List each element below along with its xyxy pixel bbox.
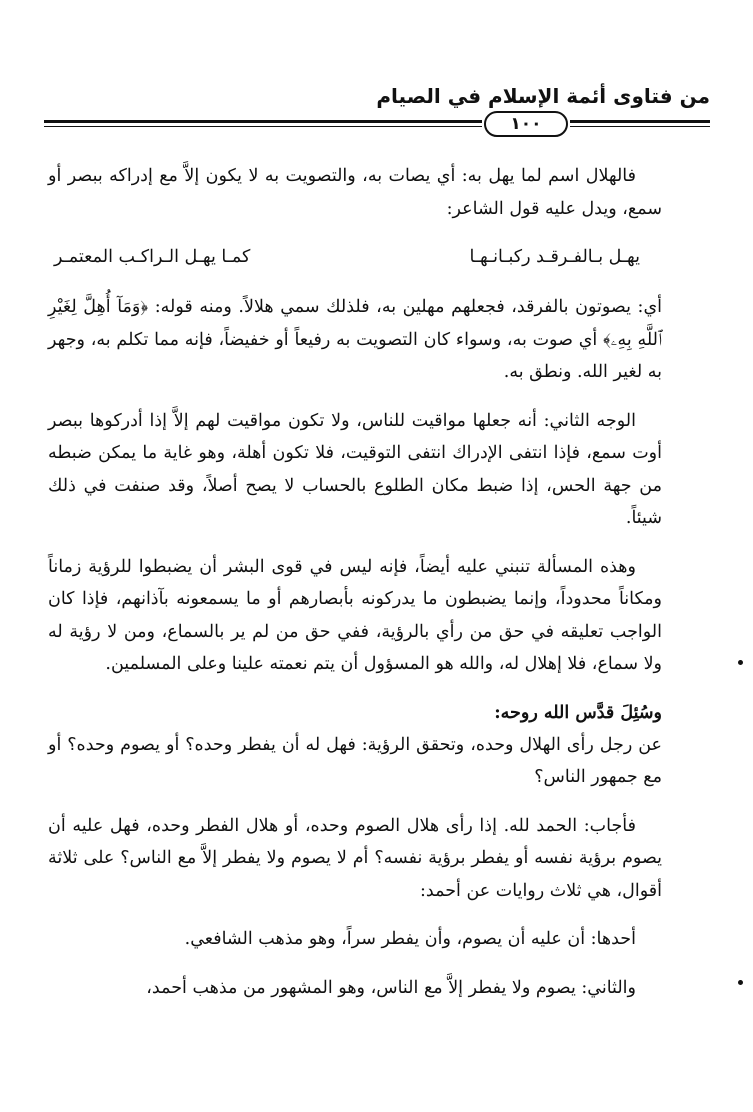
paragraph-tasweet: أي: يصوتون بالفرقد، فجعلهم مهلين به، فلذلك سمي هلالاً. ومنه قوله: ﴿وَمَآ أُهِلَّ لِغَيْرِ ٱللَّهِ بِهِۦ﴾ أي صوت به، وسواء كان التصويت به رفيعاً أو خفيضاً، فإنه مما تكلم به، وجهر به لغير الله. ونطق به. <box>48 297 662 382</box>
header-rule-left-thin <box>44 126 482 127</box>
paragraph-hilal-definition: فالهلال اسم لما يهل به: أي يصات به، والتصويت به لا يكون إلاَّ مع إدراكه ببصر أو سمع، ويدل عليه قول الشاعر: <box>48 166 662 219</box>
margin-dot <box>738 660 743 665</box>
page-body <box>48 160 662 1020</box>
header-rule-left-thick <box>44 120 482 123</box>
paragraph-second-aspect: الوجه الثاني: أنه جعلها مواقيت للناس، ولا تكون مواقيت لهم إلاَّ إذا أدركوها ببصر أوت سمع، فإذا انتفى الإدراك انتفى التوقيت، فلا تكون أهلة، وهو غاية ما يمكن ضبطه من جهة الحس، إذا ضبط مكان الطلوع بالحساب لا يصح أصلاً، وقد صنفت في ذلك شيئاً. <box>48 410 662 528</box>
question-heading: وسُئِلَ قدَّس الله روحه: <box>494 702 662 723</box>
question-text: عن رجل رأى الهلال وحده، وتحقق الرؤية: فهل له أن يفطر وحده؟ أو يصوم وحده؟ أو مع جمهور الناس؟ <box>48 734 662 787</box>
page-header <box>44 84 710 140</box>
answer-second-opinion: والثاني: يصوم ولا يفطر إلاَّ مع الناس، وهو المشهور من مذهب أحمد، <box>146 977 636 998</box>
verse-second-hemistich: كمـا يهـل الـراكـب المعتمـر <box>54 247 251 267</box>
verse-first-hemistich: يهـل بـالفـرقـد ركبـانـهـا <box>469 247 640 267</box>
header-rule-right-thick <box>570 120 710 123</box>
poetry-verse <box>48 241 662 273</box>
header-rule <box>44 114 710 136</box>
answer-first-opinion: أحدها: أن عليه أن يصوم، وأن يفطر سراً، وهو مذهب الشافعي. <box>184 929 636 949</box>
paragraph-issue: وهذه المسألة تنبني عليه أيضاً، فإنه ليس في قوى البشر أن يضبطوا للرؤية زماناً ومكاناً محدوداً، وإنما يضبطون ما يدركونه بأبصارهم أو ما يسمعونه بآذانهم، فإذا كان الواجب تعليقه في حق من رأي بالرؤية، ففي حق من لم ير بالسماع، ومن لا رؤية له ولا سماع، فلا إهلال له، والله هو المسؤول أن يتم نعمته علينا وعلى المسلمين. <box>48 556 662 674</box>
running-title: من فتاوى أئمة الإسلام في الصيام <box>376 84 710 108</box>
answer-paragraph: فأجاب: الحمد لله. إذا رأى هلال الصوم وحده، أو هلال الفطر وحده، فهل عليه أن يصوم برؤية نفسه أو يفطر برؤية نفسه؟ أم لا يصوم ولا يفطر إلاَّ مع الناس؟ على ثلاثة أقوال، هي ثلاث روايات عن أحمد: <box>48 815 662 901</box>
page-number: ١٠٠ <box>484 111 568 137</box>
header-rule-right-thin <box>570 126 710 127</box>
margin-dot <box>738 980 743 985</box>
